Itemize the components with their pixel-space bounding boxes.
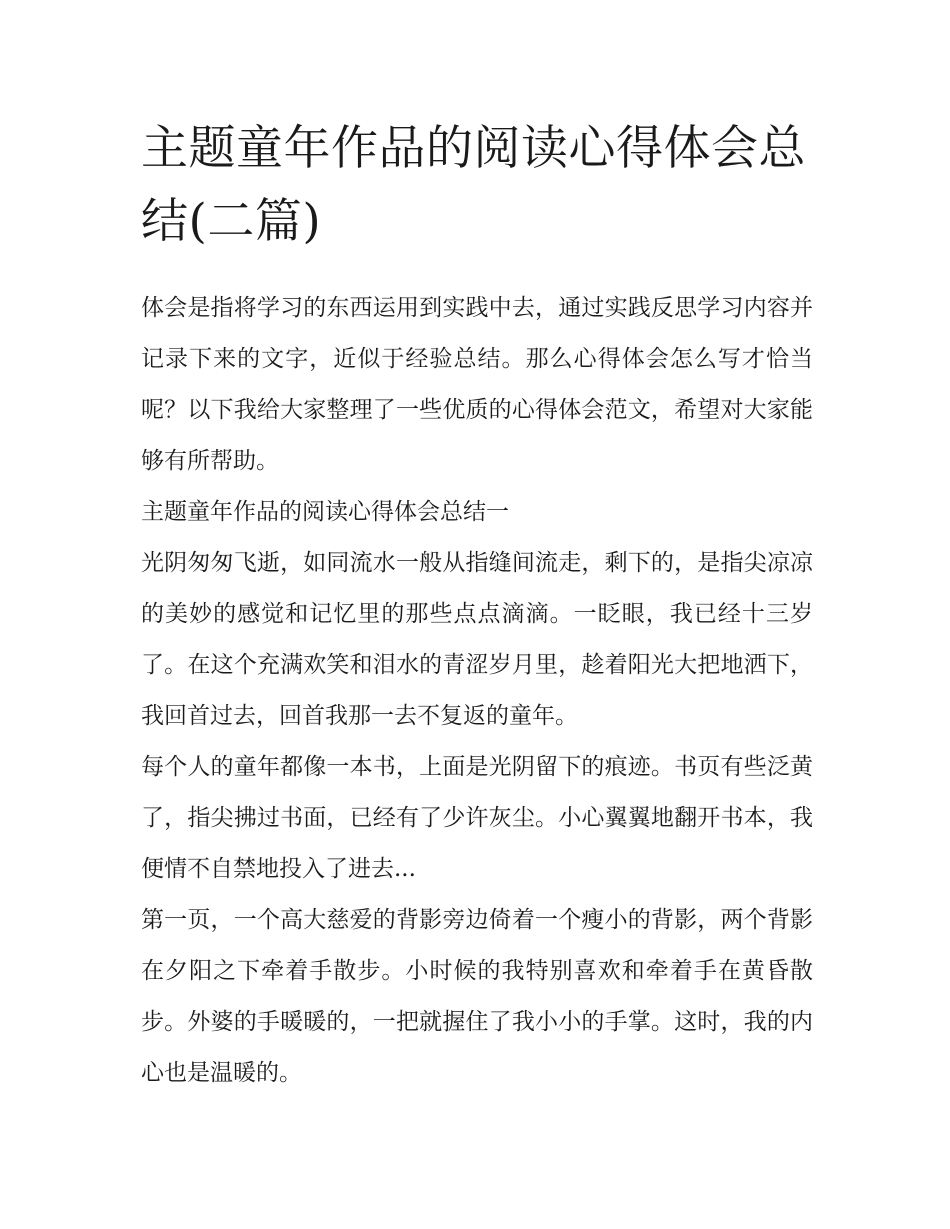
body-paragraph-2: 每个人的童年都像一本书，上面是光阴留下的痕迹。书页有些泛黄了，指尖拂过书面，已经有了少许灰尘。小心翼翼地翻开书本，我便情不自禁地投入了进去... [141,754,813,882]
document-title: 主题童年作品的阅读心得体会总结(二篇) [141,121,806,249]
intro-paragraph: 体会是指将学习的东西运用到实践中去，通过实践反思学习内容并记录下来的文字，近似于经验总结。那么心得体会怎么写才恰当呢？以下我给大家整理了一些优质的心得体会范文，希望对大家能够有所帮助。 [141,295,813,474]
document-page [141,112,813,1099]
body-paragraph-3: 第一页，一个高大慈爱的背影旁边倚着一个瘦小的背影，两个背影在夕阳之下牵着手散步。小时候的我特别喜欢和牵着手在黄昏散步。外婆的手暖暖的，一把就握住了我小小的手掌。这时，我的内心也是温暖的。 [141,907,813,1086]
section-heading: 主题童年作品的阅读心得体会总结一 [141,499,509,525]
body-paragraph-1: 光阴匆匆飞逝，如同流水一般从指缝间流走，剩下的，是指尖凉凉的美妙的感觉和记忆里的那些点点滴滴。一眨眼，我已经十三岁了。在这个充满欢笑和泪水的青涩岁月里，趁着阳光大把地洒下，我回首过去，回首我那一去不复返的童年。 [141,550,813,729]
